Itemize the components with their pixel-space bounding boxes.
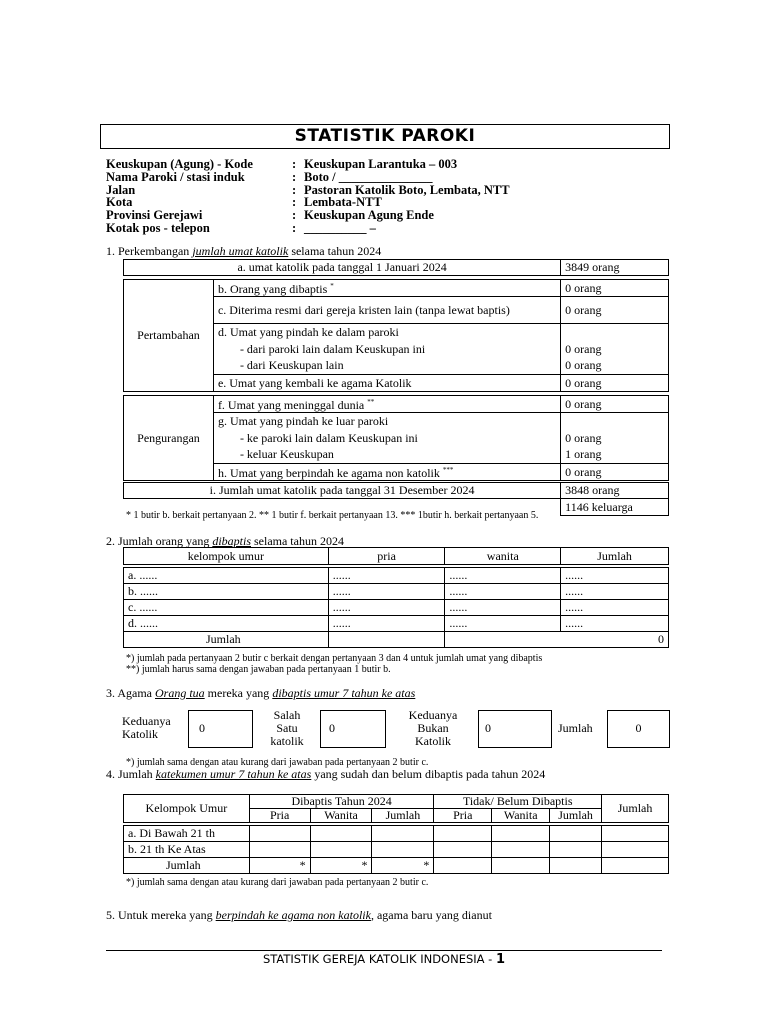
- page-title: STATISTIK PAROKI: [100, 124, 670, 149]
- table-cell: ......: [561, 568, 669, 584]
- page-footer: [0, 952, 768, 967]
- q1-f-value: 0 orang: [561, 396, 669, 413]
- q4-star: *: [249, 858, 310, 874]
- q3-value-one-catholic: 0: [329, 721, 335, 735]
- q4-row-under-21: a. Di Bawah 21 th: [124, 826, 250, 842]
- footer-text: STATISTIK GEREJA KATOLIK INDONESIA -: [262, 952, 496, 966]
- q4-subheader-total: Jumlah: [372, 809, 434, 823]
- q2-footnote-1: *) jumlah pada pertanyaan 2 butir c berkait dengan pertanyaan 3 dan 4 untuk jumlah umat yang dibaptis: [126, 653, 543, 664]
- q4-header-total: Jumlah: [602, 795, 669, 823]
- header-value: __________ –: [304, 220, 376, 235]
- page-number: 1: [496, 952, 506, 967]
- q1-h-label: h. Umat yang berpindah ke agama non katolik: [217, 466, 443, 480]
- q1-g2-value: 1 orang: [561, 447, 669, 464]
- q1-d1-value: 0 orang: [561, 341, 669, 358]
- header-value: Boto / _______________: [304, 169, 433, 184]
- q2-total-value: 0: [445, 632, 669, 648]
- q1-a-value: 3849 orang: [561, 260, 669, 276]
- q1-i-label: i. Jumlah umat katolik pada tanggal 31 Desember 2024: [124, 483, 561, 499]
- q1-d2-value: 0 orang: [561, 358, 669, 375]
- q1-footnote: * 1 butir b. berkait pertanyaan 2. ** 1 butir f. berkait pertanyaan 13. *** 1butir h. berkait pertanyaan 5.: [126, 510, 539, 521]
- q1-a-label: a. umat katolik pada tanggal 1 Januari 2024: [124, 260, 561, 276]
- q3-value-none-catholic: 0: [485, 721, 491, 735]
- q1-h-value: 0 orang: [561, 464, 669, 481]
- header-row-street: Jalan : Pastoran Katolik Boto, Lembata, NTT: [106, 182, 510, 197]
- q1-g2-label: - keluar Keuskupan: [213, 447, 560, 464]
- q4-subheader-female: Wanita: [310, 809, 372, 823]
- header-row-province: Provinsi Gerejawi : Keuskupan Agung Ende: [106, 208, 434, 223]
- q1-d1-label: - dari paroki lain dalam Keuskupan ini: [213, 341, 560, 358]
- q1-d2-label: - dari Keuskupan lain: [213, 358, 560, 375]
- question-2-title: 2. Jumlah orang yang dibaptis selama tahun 2024: [106, 534, 344, 548]
- q2-header-male: pria: [328, 548, 445, 565]
- q3-box-both-catholic: [188, 710, 253, 748]
- q3-box-one-catholic: [320, 710, 386, 748]
- q4-subheader-male: Pria: [434, 809, 492, 823]
- footer-divider: [106, 950, 662, 951]
- header-row-parish: Nama Paroki / stasi induk : Boto / _______________: [106, 169, 433, 184]
- q3-label-total: Jumlah: [558, 721, 593, 735]
- q3-box-total: [607, 710, 670, 748]
- header-label: Nama Paroki / stasi induk: [106, 169, 245, 184]
- header-row-pobox: Kotak pos - telepon : __________ –: [106, 220, 376, 235]
- table-row: d. ......: [124, 616, 329, 632]
- question-3-title: 3. Agama Orang tua mereka yang dibaptis umur 7 tahun ke atas: [106, 686, 416, 700]
- table-cell: ......: [445, 568, 561, 584]
- header-value: Keuskupan Larantuka – 003: [304, 157, 458, 171]
- question-1-title: 1. Perkembangan jumlah umat katolik selama tahun 2024: [106, 244, 382, 258]
- q3-label-none-catholic: Keduanya Bukan Katolik: [408, 708, 458, 748]
- q3-label-both-catholic: Keduanya Katolik: [122, 714, 171, 741]
- header-label: Kota: [106, 195, 133, 210]
- header-value: Lembata-NTT: [304, 195, 382, 210]
- table-row: a. ......: [124, 568, 329, 584]
- question-5-title: 5. Untuk mereka yang berpindah ke agama non katolik, agama baru yang dianut: [106, 908, 492, 922]
- q1-f-label: f. Umat yang meninggal dunia: [217, 398, 368, 412]
- q4-star: *: [310, 858, 372, 874]
- q1-table: a. umat katolik pada tanggal 1 Januari 2024 3849 orang Pertambahan b. Orang yang dibaptis * 0 orang c. Diterima resmi dari gereja kristen lain (tanpa lewat baptis) 0 orang d. Umat yang pindah ke dalam paroki - dari paroki lain dalam Keuskupan ini 0 orang - dari Keuskupan lain 0 orang e. Umat yang kembali ke agama Katolik 0 orang Pengurangan f. Umat yang meninggal dunia ** 0 orang g. Umat yang pindah ke luar paroki - ke paroki lain dalam Keuskupan ini 0 orang - keluar Keuskupan 1 orang h. Umat yang berpindah ke agama non katolik *** 0 orang i. Jumlah umat katolik pada tanggal 31 Desember 2024 3848 orang 1146 keluarga: [123, 259, 669, 516]
- q2-header-female: wanita: [445, 548, 561, 565]
- table-cell: ......: [328, 568, 445, 584]
- q1-group-plus: Pertambahan: [124, 280, 214, 392]
- q4-footnote: *) jumlah sama dengan atau kurang dari jawaban pada pertanyaan 2 butir c.: [126, 877, 429, 888]
- q4-header-not-baptized: Tidak/ Belum Dibaptis: [434, 795, 602, 809]
- question-4-title: 4. Jumlah katekumen umur 7 tahun ke atas yang sudah dan belum dibaptis pada tahun 2024: [106, 767, 546, 781]
- header-label: Jalan: [106, 182, 136, 197]
- q2-total-label: Jumlah: [124, 632, 329, 648]
- q4-row-total: Jumlah: [124, 858, 250, 874]
- q4-table: [123, 794, 669, 874]
- q4-star: *: [372, 858, 434, 874]
- table-cell: ......: [445, 616, 561, 632]
- header-value: Keuskupan Agung Ende: [304, 208, 434, 223]
- header-label: Kotak pos - telepon: [106, 220, 210, 235]
- q4-subheader-male: Pria: [249, 809, 310, 823]
- q1-c-value: 0 orang: [561, 297, 669, 324]
- q1-b-value: 0 orang: [561, 280, 669, 297]
- q1-g-label: g. Umat yang pindah ke luar paroki: [213, 413, 560, 430]
- table-cell: ......: [561, 616, 669, 632]
- q4-row-21-above: b. 21 th Ke Atas: [124, 842, 250, 858]
- q4-header-baptized: Dibaptis Tahun 2024: [249, 795, 434, 809]
- table-cell: ......: [328, 584, 445, 600]
- table-cell: ......: [328, 600, 445, 616]
- header-label: Provinsi Gerejawi: [106, 208, 203, 223]
- q3-value-both-catholic: 0: [199, 721, 205, 735]
- table-cell: ......: [445, 600, 561, 616]
- q2-table: [123, 547, 669, 648]
- q2-header-total: Jumlah: [561, 548, 669, 565]
- q4-subheader-female: Wanita: [492, 809, 550, 823]
- q3-value-total: 0: [635, 721, 642, 735]
- q3-box-none-catholic: [478, 710, 552, 748]
- table-row: c. ......: [124, 600, 329, 616]
- header-row-city: Kota : Lembata-NTT: [106, 195, 382, 210]
- table-cell: ......: [445, 584, 561, 600]
- table-row: b. ......: [124, 584, 329, 600]
- q3-label-one-catholic: Salah Satu katolik: [270, 708, 304, 748]
- q1-e-label: e. Umat yang kembali ke agama Katolik: [213, 375, 560, 392]
- q1-g1-value: 0 orang: [561, 430, 669, 447]
- q1-d-label: d. Umat yang pindah ke dalam paroki: [213, 324, 560, 341]
- q4-header-age-group: Kelompok Umur: [124, 795, 250, 823]
- header-label: Keuskupan (Agung) - Kode: [106, 157, 253, 171]
- q2-footnote-2: **) jumlah harus sama dengan jawaban pada pertanyaan 1 butir b.: [126, 664, 391, 675]
- q2-header-age: kelompok umur: [124, 548, 329, 565]
- q1-i-value: 3848 orang: [561, 483, 669, 499]
- q1-group-minus: Pengurangan: [124, 396, 214, 481]
- header-row-diocese: Keuskupan (Agung) - Kode : Keuskupan Larantuka – 003: [106, 157, 458, 171]
- q1-b-label: b. Orang yang dibaptis: [217, 282, 331, 296]
- q1-i-value2: 1146 keluarga: [561, 499, 669, 516]
- q3-footnote: *) jumlah sama dengan atau kurang dari jawaban pada pertanyaan 2 butir c.: [126, 757, 429, 768]
- table-cell: ......: [561, 584, 669, 600]
- q1-c-label: c. Diterima resmi dari gereja kristen lain (tanpa lewat baptis): [213, 297, 560, 324]
- q1-e-value: 0 orang: [561, 375, 669, 392]
- q4-subheader-total: Jumlah: [550, 809, 602, 823]
- table-cell: ......: [328, 616, 445, 632]
- table-cell: ......: [561, 600, 669, 616]
- parish-header: [106, 158, 510, 235]
- q1-g1-label: - ke paroki lain dalam Keuskupan ini: [213, 430, 560, 447]
- header-value: Pastoran Katolik Boto, Lembata, NTT: [304, 182, 510, 197]
